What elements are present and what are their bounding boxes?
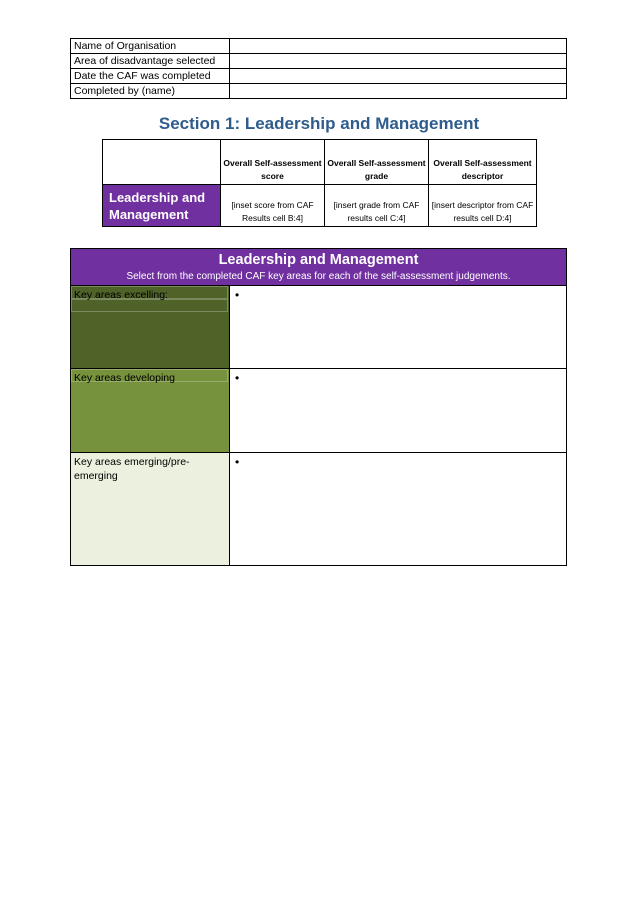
info-value-field[interactable] (230, 39, 567, 54)
sa-header-descriptor: Overall Self-assessment descriptor (429, 140, 537, 185)
key-areas-developing-bullet[interactable]: • (235, 371, 240, 385)
info-value-field[interactable] (230, 54, 567, 69)
sa-header-score: Overall Self-assessment score (221, 140, 325, 185)
lm-block-subtitle: Select from the completed CAF key areas for each of the self-assessment judgements. (126, 271, 511, 282)
sa-data-row (103, 185, 537, 227)
key-areas-emerging-row (70, 453, 567, 566)
key-areas-excelling-bullet[interactable]: • (235, 288, 240, 302)
info-row (71, 69, 567, 84)
info-label: Completed by (name) (71, 84, 230, 99)
key-areas-excelling-row (70, 286, 567, 369)
sa-header-grade: Overall Self-assessment grade (325, 140, 429, 185)
sa-grade-cell[interactable]: [insert grade from CAF results cell C:4] (325, 185, 429, 227)
info-label: Name of Organisation (71, 39, 230, 54)
info-row (71, 84, 567, 99)
key-areas-emerging-bullet[interactable]: • (235, 455, 240, 469)
sa-header-empty (103, 140, 221, 185)
info-row (71, 39, 567, 54)
info-label: Area of disadvantage selected (71, 54, 230, 69)
info-row (71, 54, 567, 69)
sa-header-row (103, 140, 537, 185)
section-title: Section 1: Leadership and Management (158, 114, 480, 133)
key-areas-developing-row (70, 369, 567, 453)
key-areas-developing-label: Key areas developing (74, 372, 175, 384)
info-value-field[interactable] (230, 69, 567, 84)
self-assessment-table (102, 139, 537, 227)
lm-block-header (70, 248, 567, 286)
sa-score-cell[interactable]: [inset score from CAF Results cell B:4] (221, 185, 325, 227)
key-areas-emerging-label: Key areas emerging/pre-emerging (74, 456, 190, 482)
sa-row-label: Leadership and Management (103, 185, 221, 227)
info-label: Date the CAF was completed (71, 69, 230, 84)
sa-descriptor-cell[interactable]: [insert descriptor from CAF results cell D:4] (429, 185, 537, 227)
organisation-info-table (70, 38, 567, 99)
key-areas-excelling-label: Key areas excelling: (74, 289, 168, 301)
info-value-field[interactable] (230, 84, 567, 99)
lm-block-title: Leadership and Management (218, 252, 419, 268)
